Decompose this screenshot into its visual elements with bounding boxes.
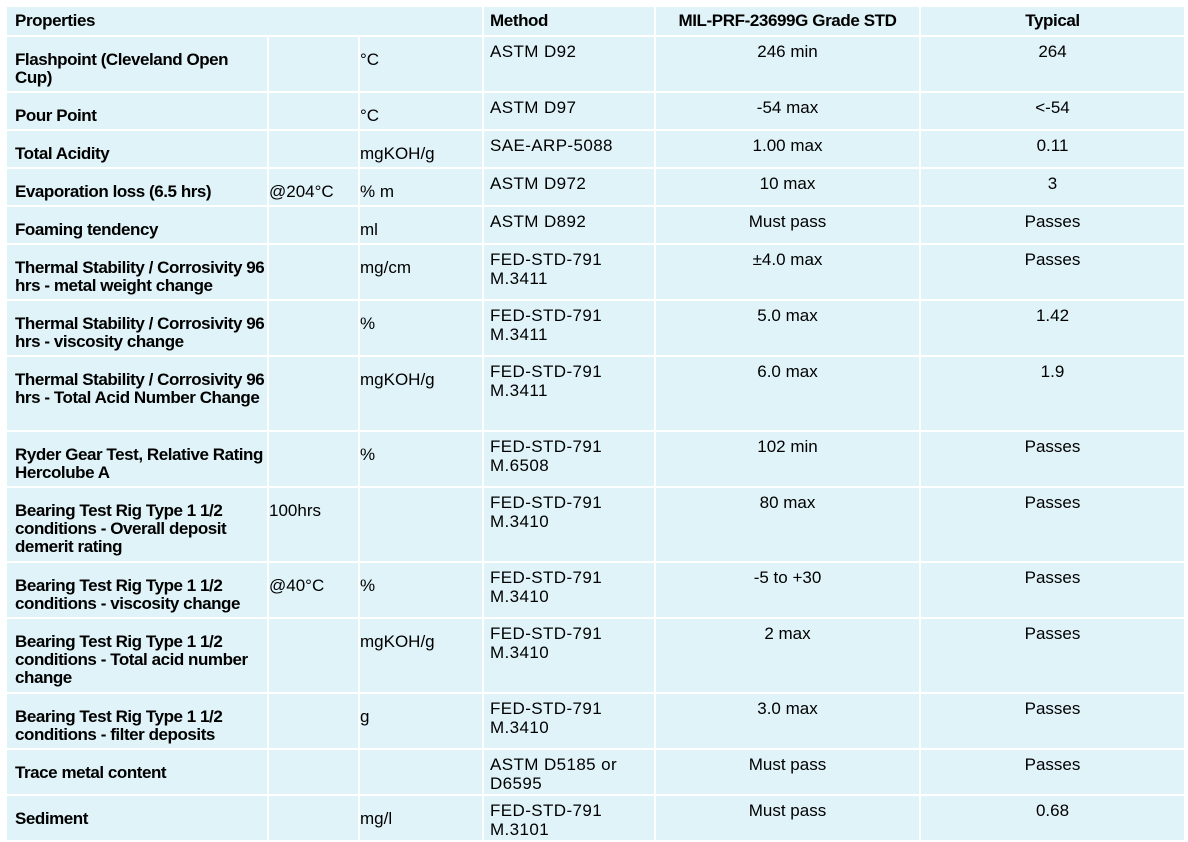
typical-cell: 1.42 [920, 300, 1185, 356]
header-spec: MIL-PRF-23699G Grade STD [655, 6, 920, 36]
table-row [6, 92, 1185, 130]
spec-cell: 80 max [655, 487, 920, 562]
property-cell: Thermal Stability / Corrosivity 96 hrs - viscosity change [6, 300, 268, 356]
table-row [6, 356, 1185, 431]
typical-cell: <-54 [920, 92, 1185, 130]
unit-cell: % [359, 562, 483, 618]
spec-cell: 10 max [655, 168, 920, 206]
typical-cell: 3 [920, 168, 1185, 206]
typical-cell: Passes [920, 206, 1185, 244]
condition-cell [268, 92, 359, 130]
method-cell: ASTM D97 [483, 92, 655, 130]
table-row [6, 300, 1185, 356]
spec-cell: ±4.0 max [655, 244, 920, 300]
unit-cell: mgKOH/g [359, 130, 483, 168]
spec-cell: 102 min [655, 431, 920, 487]
table-row [6, 487, 1185, 562]
spec-cell: 5.0 max [655, 300, 920, 356]
unit-cell: mgKOH/g [359, 618, 483, 693]
property-cell: Thermal Stability / Corrosivity 96 hrs - metal weight change [6, 244, 268, 300]
typical-cell: Passes [920, 431, 1185, 487]
condition-cell: @204°C [268, 168, 359, 206]
property-cell: Pour Point [6, 92, 268, 130]
method-cell: FED-STD-791 M.3410 [483, 618, 655, 693]
property-cell: Bearing Test Rig Type 1 1/2 conditions - filter deposits [6, 693, 268, 749]
header-typical: Typical [920, 6, 1185, 36]
method-cell: ASTM D92 [483, 36, 655, 92]
spec-cell: 6.0 max [655, 356, 920, 431]
unit-cell: % [359, 300, 483, 356]
condition-cell [268, 693, 359, 749]
typical-cell: 0.11 [920, 130, 1185, 168]
condition-cell [268, 431, 359, 487]
table-row [6, 431, 1185, 487]
unit-cell: ml [359, 206, 483, 244]
typical-cell: 0.68 [920, 795, 1185, 841]
property-cell: Sediment [6, 795, 268, 841]
unit-cell [359, 487, 483, 562]
method-cell: FED-STD-791 M.3101 [483, 795, 655, 841]
spec-cell: -54 max [655, 92, 920, 130]
unit-cell: °C [359, 92, 483, 130]
property-cell: Thermal Stability / Corrosivity 96 hrs - Total Acid Number Change [6, 356, 268, 431]
condition-cell [268, 244, 359, 300]
table-body [6, 36, 1185, 841]
typical-cell: Passes [920, 562, 1185, 618]
method-cell: SAE-ARP-5088 [483, 130, 655, 168]
method-cell: FED-STD-791 M.3411 [483, 300, 655, 356]
spec-cell: 1.00 max [655, 130, 920, 168]
spec-cell: 2 max [655, 618, 920, 693]
method-cell: FED-STD-791 M.3410 [483, 487, 655, 562]
method-cell: FED-STD-791 M.6508 [483, 431, 655, 487]
header-method: Method [483, 6, 655, 36]
property-cell: Bearing Test Rig Type 1 1/2 conditions - Overall deposit demerit rating [6, 487, 268, 562]
property-cell: Bearing Test Rig Type 1 1/2 conditions - viscosity change [6, 562, 268, 618]
unit-cell: g [359, 693, 483, 749]
typical-cell: Passes [920, 693, 1185, 749]
method-cell: FED-STD-791 M.3411 [483, 244, 655, 300]
property-cell: Flashpoint (Cleveland Open Cup) [6, 36, 268, 92]
unit-cell: °C [359, 36, 483, 92]
unit-cell: mgKOH/g [359, 356, 483, 431]
property-cell: Ryder Gear Test, Relative Rating Hercolube A [6, 431, 268, 487]
condition-cell: 100hrs [268, 487, 359, 562]
typical-cell: Passes [920, 618, 1185, 693]
property-cell: Bearing Test Rig Type 1 1/2 conditions - Total acid number change [6, 618, 268, 693]
property-cell: Total Acidity [6, 130, 268, 168]
table-row [6, 562, 1185, 618]
condition-cell [268, 206, 359, 244]
method-cell: ASTM D892 [483, 206, 655, 244]
property-cell: Trace metal content [6, 749, 268, 795]
table-row [6, 130, 1185, 168]
typical-cell: Passes [920, 487, 1185, 562]
unit-cell [359, 749, 483, 795]
unit-cell: mg/l [359, 795, 483, 841]
condition-cell [268, 300, 359, 356]
spec-cell: Must pass [655, 749, 920, 795]
spec-cell: 246 min [655, 36, 920, 92]
unit-cell: % m [359, 168, 483, 206]
method-cell: FED-STD-791 M.3411 [483, 356, 655, 431]
spec-cell: Must pass [655, 795, 920, 841]
typical-cell: 1.9 [920, 356, 1185, 431]
table-row [6, 693, 1185, 749]
method-cell: FED-STD-791 M.3410 [483, 693, 655, 749]
spec-cell: Must pass [655, 206, 920, 244]
properties-table-wrapper [5, 5, 1186, 842]
table-row [6, 749, 1185, 795]
condition-cell [268, 618, 359, 693]
property-cell: Evaporation loss (6.5 hrs) [6, 168, 268, 206]
table-row [6, 168, 1185, 206]
table-row [6, 36, 1185, 92]
method-cell: ASTM D5185 or D6595 [483, 749, 655, 795]
unit-cell: mg/cm [359, 244, 483, 300]
condition-cell [268, 356, 359, 431]
table-row [6, 618, 1185, 693]
condition-cell [268, 36, 359, 92]
table-header-row [6, 6, 1185, 36]
properties-table [5, 5, 1186, 842]
condition-cell [268, 130, 359, 168]
unit-cell: % [359, 431, 483, 487]
method-cell: FED-STD-791 M.3410 [483, 562, 655, 618]
method-cell: ASTM D972 [483, 168, 655, 206]
spec-cell: -5 to +30 [655, 562, 920, 618]
property-cell: Foaming tendency [6, 206, 268, 244]
condition-cell [268, 795, 359, 841]
typical-cell: 264 [920, 36, 1185, 92]
typical-cell: Passes [920, 244, 1185, 300]
table-row [6, 206, 1185, 244]
table-row [6, 244, 1185, 300]
spec-cell: 3.0 max [655, 693, 920, 749]
header-properties: Properties [6, 6, 483, 36]
condition-cell: @40°C [268, 562, 359, 618]
typical-cell: Passes [920, 749, 1185, 795]
condition-cell [268, 749, 359, 795]
table-row [6, 795, 1185, 841]
